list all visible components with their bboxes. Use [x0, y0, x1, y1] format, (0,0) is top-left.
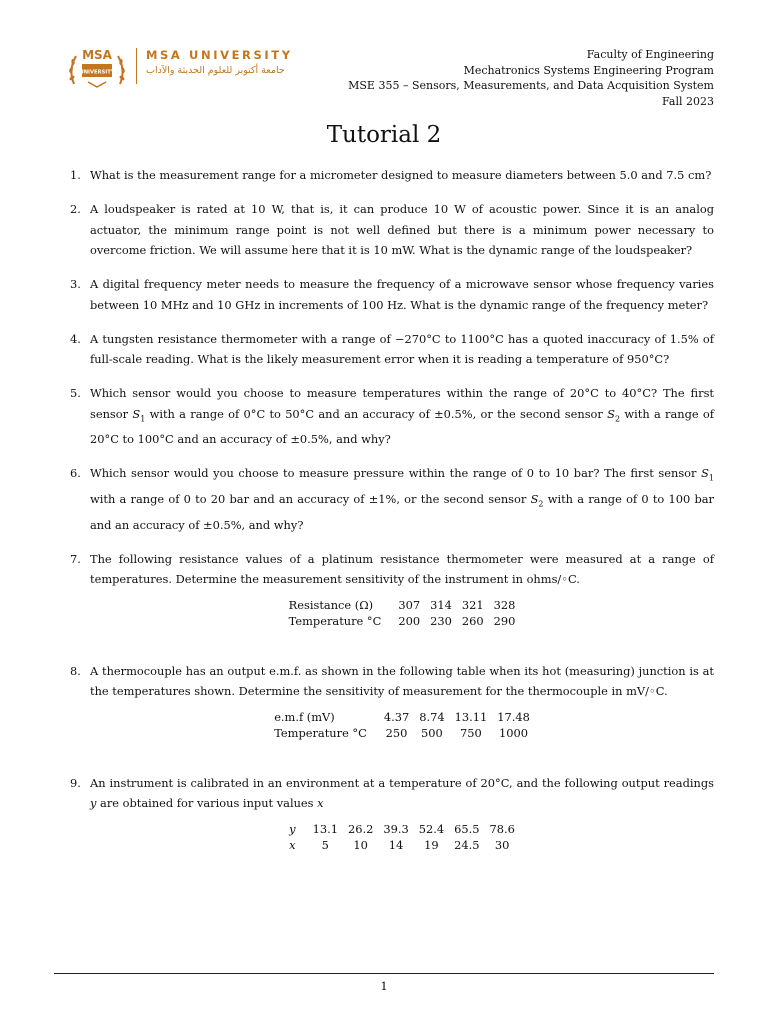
- question-text-part: An instrument is calibrated in an environment at a temperature of 20°C, and the following output readings: [90, 775, 714, 790]
- table-cell: 200: [398, 613, 421, 628]
- page-number: 1: [380, 979, 388, 993]
- logo-name-english: MSA UNIVERSITY: [146, 48, 293, 62]
- table-cell: 24.5: [454, 837, 480, 852]
- table-cell: 500: [421, 725, 443, 740]
- table-cell: 290: [493, 613, 516, 628]
- math-variable: S: [530, 492, 539, 507]
- table-cell: 39.3: [383, 821, 409, 836]
- table-row-label: x: [289, 837, 296, 852]
- table-cell: 5: [321, 837, 329, 852]
- question-text-part: are obtained for various input values: [96, 796, 318, 811]
- table-cell: 30: [494, 837, 510, 852]
- math-subscript: 2: [614, 413, 621, 423]
- table-cell: 1000: [499, 725, 528, 740]
- question-text-part: Which sensor would you choose to measure temperatures within the range of 20°C to 40°C? The first sensor: [90, 386, 714, 421]
- table-row: [269, 725, 535, 741]
- table-cell: 8.74: [419, 709, 445, 724]
- math-variable: S: [132, 406, 141, 421]
- question-text-part: with a range of 0°C to 50°C and an accuracy of ±0.5%, or the second sensor: [145, 406, 608, 421]
- question-text: A tungsten resistance thermometer with a range of −270°C to 1100°C has a quoted inaccuracy of 1.5% of full-scale reading. What is the likely measurement error when it is reading a temperature of 950°C?: [90, 331, 714, 366]
- table-cell: 10: [353, 837, 368, 852]
- math-variable: S: [607, 406, 615, 421]
- question-text: A digital frequency meter needs to measure the frequency of a microwave sensor whose frequency varies between 10 MHz and 10 GHz in increments of 100 Hz. What is the dynamic range of the frequency meter?: [90, 277, 714, 312]
- question-text-part: with a range of 20°C to 100°C and an accuracy of ±0.5%, and why?: [90, 406, 715, 447]
- question-number: 7.: [70, 551, 81, 566]
- table-row: [284, 821, 520, 837]
- table-cell: 4.37: [383, 709, 410, 724]
- question-number: 9.: [70, 775, 81, 790]
- msa-laurel-logo-icon: [66, 44, 128, 90]
- table-row-label: Resistance (Ω): [288, 597, 374, 612]
- header-faculty: Faculty of Engineering: [586, 48, 714, 61]
- logo-mark-subtext: UNIVERSITY: [79, 69, 115, 76]
- page-title: Tutorial 2: [326, 122, 442, 148]
- table-cell: 65.5: [454, 821, 480, 836]
- question-number: 8.: [70, 663, 81, 678]
- table-cell: 13.1: [312, 821, 338, 836]
- math-variable: x: [317, 796, 324, 811]
- math-subscript: 1: [708, 473, 714, 483]
- math-subscript: 2: [538, 499, 544, 509]
- question-item: [70, 549, 714, 629]
- footer-divider: [54, 973, 714, 974]
- question-text: A thermocouple has an output e.m.f. as shown in the following table when its hot (measuring) junction is at the temperatures shown. Determine the sensitivity of measurement for the thermocouple in mV/◦C.: [90, 663, 714, 699]
- table-row-label: e.m.f (mV): [274, 709, 335, 724]
- thermocouple-table: [269, 709, 535, 741]
- header-course: MSE 355 – Sensors, Measurements, and Data Acquisition System: [348, 79, 714, 92]
- question-item: [70, 274, 714, 315]
- question-item: [70, 165, 714, 186]
- course-header: [348, 47, 714, 109]
- question-item: [70, 329, 714, 370]
- question-text-part: Which sensor would you choose to measure pressure within the range of 0 to 10 bar? The first sensor: [90, 466, 702, 481]
- logo-divider: [136, 48, 137, 84]
- table-cell: 328: [493, 597, 516, 612]
- table-cell: 750: [460, 725, 482, 740]
- resistance-table: [284, 597, 521, 629]
- question-number: 4.: [70, 331, 81, 346]
- table-row: [284, 597, 521, 613]
- table-cell: 14: [388, 837, 404, 852]
- table-row-label: Temperature °C: [274, 725, 367, 740]
- table-cell: 321: [461, 597, 484, 612]
- question-number: 6.: [70, 466, 81, 481]
- table-row: [284, 837, 520, 853]
- table-cell: 230: [430, 613, 452, 628]
- table-cell: 78.6: [489, 821, 515, 836]
- table-cell: 250: [385, 725, 408, 740]
- table-row-label: y: [289, 821, 296, 836]
- table-cell: 17.48: [497, 709, 530, 724]
- logo-mark-text: MSA: [82, 48, 112, 62]
- question-item: [70, 661, 714, 741]
- table-row-label: Temperature °C: [288, 613, 382, 628]
- question-text: What is the measurement range for a micrometer designed to measure diameters between 5.0 and 7.5 cm?: [90, 168, 712, 182]
- table-cell: 26.2: [347, 821, 374, 836]
- question-item: [70, 383, 714, 450]
- question-number: 3.: [70, 277, 81, 291]
- calibration-table: [284, 821, 520, 853]
- question-number: 2.: [70, 202, 81, 216]
- question-text-part: with a range of 0 to 100 bar and an accuracy of ±0.5%, and why?: [90, 492, 714, 532]
- table-cell: 307: [398, 597, 421, 612]
- logo-name-arabic: جامعة أكتوبر للعلوم الحديثة والآداب: [146, 65, 285, 76]
- question-text: A loudspeaker is rated at 10 W, that is, it can produce 10 W of acoustic power. Since it is an analog actuator, the minimum range point is not well defined but there is a minimum power necessary to overcome friction. We will assume here that it is 10 mW. What is the dynamic range of the loudspeaker?: [90, 202, 714, 257]
- table-cell: 13.11: [454, 709, 488, 724]
- math-variable: S: [701, 466, 709, 481]
- question-number: 5.: [70, 386, 81, 400]
- question-number: 1.: [70, 168, 81, 182]
- table-cell: 260: [461, 613, 484, 628]
- question-item: [70, 463, 714, 535]
- table-cell: 314: [430, 597, 452, 612]
- university-logo: [66, 44, 306, 92]
- table-row: [269, 709, 535, 725]
- question-item: [70, 199, 714, 261]
- question-item: [70, 773, 714, 853]
- header-term: Fall 2023: [662, 94, 714, 108]
- math-variable: y: [90, 796, 97, 811]
- question-text-part: with a range of 0 to 20 bar and an accuracy of ±1%, or the second sensor: [90, 492, 531, 507]
- table-row: [284, 613, 521, 629]
- table-cell: 19: [424, 837, 439, 852]
- question-text: The following resistance values of a platinum resistance thermometer were measured at a range of temperatures. Determine the measurement sensitivity of the instrument in ohms/◦C.: [90, 551, 714, 587]
- math-subscript: 1: [140, 413, 146, 423]
- table-cell: 52.4: [418, 821, 445, 836]
- question-list: [70, 165, 714, 853]
- header-program: Mechatronics Systems Engineering Program: [463, 63, 714, 77]
